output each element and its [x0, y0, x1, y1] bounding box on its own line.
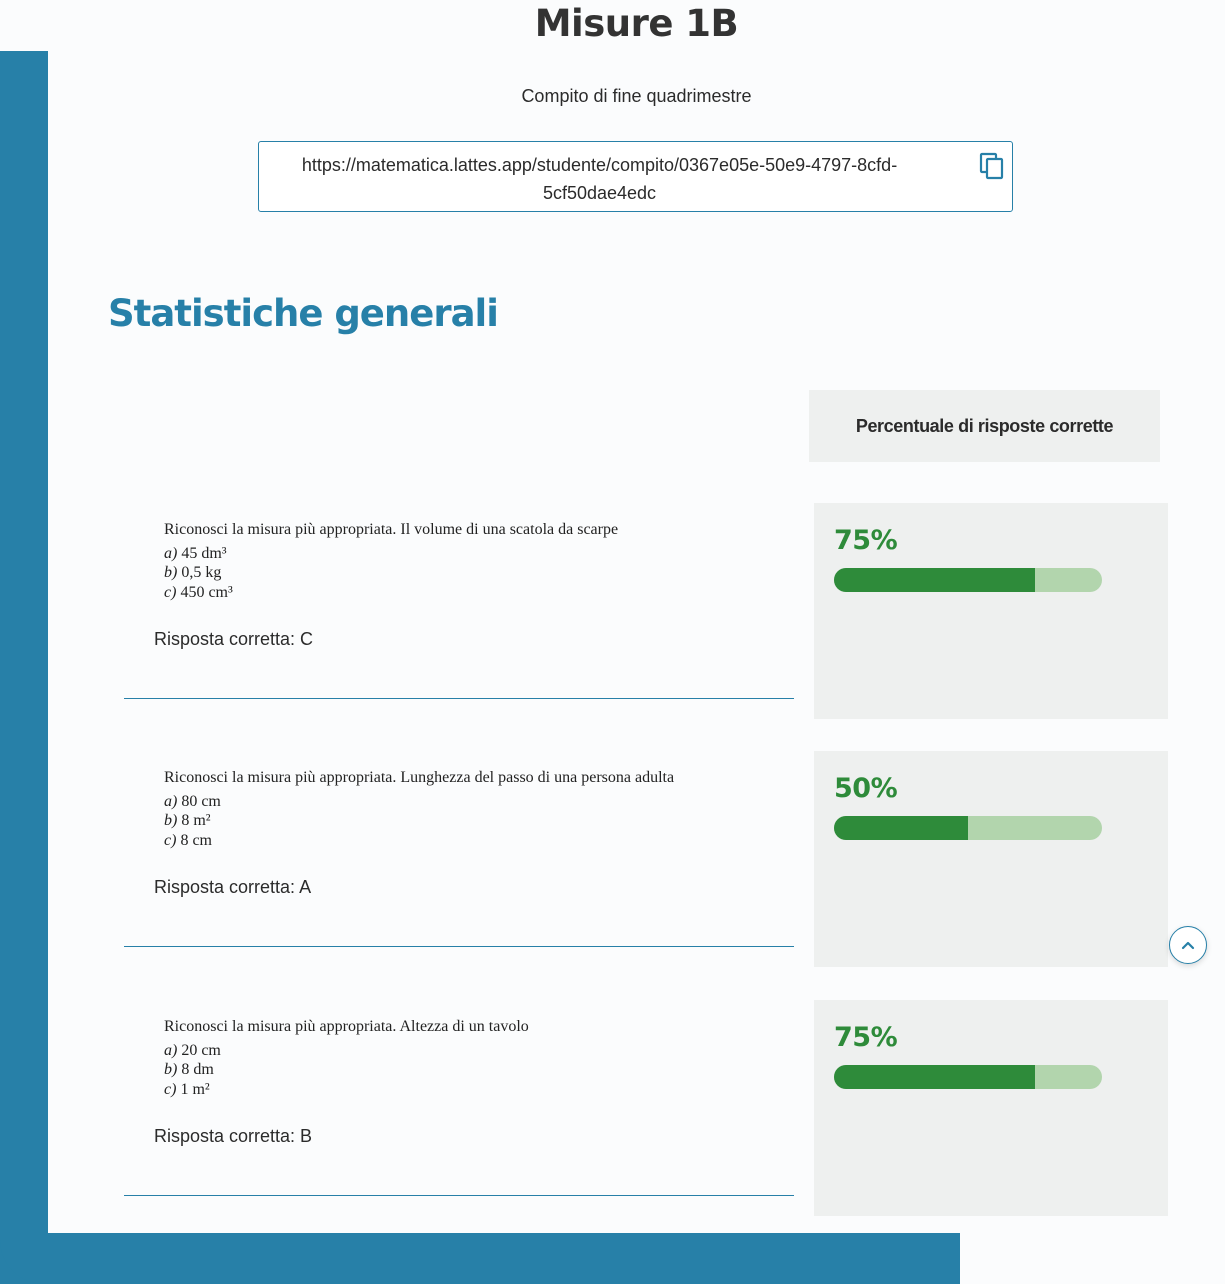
frame-left-bar	[0, 51, 48, 1284]
progress-track	[834, 816, 1102, 840]
option-text: 8 dm	[181, 1061, 214, 1078]
share-link-line-1: https://matematica.lattes.app/studente/compito/0367e05e-50e9-4797-8cfd-	[301, 155, 898, 175]
option-text: 8 m²	[181, 812, 211, 829]
share-link-line-2: 5cf50dae4edc	[542, 183, 657, 203]
percent-label: 50%	[834, 773, 898, 804]
percent-label: 75%	[834, 1022, 898, 1053]
question-text: Riconosci la misura più appropriata. Lunghezza del passo di una persona adulta	[164, 769, 675, 786]
option-letter: a)	[164, 1042, 178, 1059]
progress-fill	[834, 816, 968, 840]
option-a	[164, 545, 227, 563]
stat-card	[814, 503, 1168, 719]
share-link-box[interactable]	[258, 141, 1013, 212]
question-text: Riconosci la misura più appropriata. Il volume di una scatola da scarpe	[164, 521, 619, 538]
option-text: 20 cm	[181, 1042, 221, 1059]
option-text: 8 cm	[180, 832, 212, 849]
option-text: 80 cm	[181, 793, 221, 810]
frame-bottom-bar	[0, 1233, 960, 1284]
percent-label: 75%	[834, 525, 898, 556]
share-link-text[interactable]	[277, 151, 922, 207]
question-text: Riconosci la misura più appropriata. Altezza di un tavolo	[164, 1018, 529, 1035]
option-c	[164, 584, 233, 602]
correct-answer: Risposta corretta: C	[154, 629, 314, 649]
option-letter: c)	[164, 1081, 177, 1098]
option-text: 45 dm³	[181, 545, 227, 562]
option-text: 1 m²	[180, 1081, 210, 1098]
scroll-to-top-button[interactable]	[1169, 926, 1207, 964]
option-text: 450 cm³	[180, 584, 233, 601]
progress-track	[834, 568, 1102, 592]
option-letter: a)	[164, 545, 178, 562]
question-item	[124, 504, 794, 699]
correct-answer: Risposta corretta: A	[154, 877, 312, 897]
copy-icon[interactable]	[979, 152, 1005, 180]
option-a	[164, 1042, 221, 1060]
option-a	[164, 793, 221, 811]
option-letter: b)	[164, 564, 178, 581]
progress-track	[834, 1065, 1102, 1089]
option-b	[164, 812, 211, 830]
option-letter: a)	[164, 793, 178, 810]
chevron-up-icon	[1181, 940, 1195, 950]
option-c	[164, 1081, 210, 1099]
progress-fill	[834, 1065, 1035, 1089]
option-letter: c)	[164, 832, 177, 849]
option-letter: b)	[164, 1061, 178, 1078]
page-subtitle: Compito di fine quadrimestre	[521, 86, 752, 106]
option-b	[164, 1061, 214, 1079]
question-item	[124, 752, 794, 947]
option-c	[164, 832, 212, 850]
column-header: Percentuale di risposte corrette	[809, 390, 1160, 462]
question-item	[124, 1001, 794, 1196]
stat-card	[814, 751, 1168, 967]
progress-fill	[834, 568, 1035, 592]
page-title: Misure 1B	[534, 2, 739, 45]
section-title: Statistiche generali	[108, 292, 498, 335]
option-letter: b)	[164, 812, 178, 829]
option-letter: c)	[164, 584, 177, 601]
stat-card	[814, 1000, 1168, 1216]
option-b	[164, 564, 221, 582]
option-text: 0,5 kg	[181, 564, 222, 581]
correct-answer: Risposta corretta: B	[154, 1126, 313, 1146]
